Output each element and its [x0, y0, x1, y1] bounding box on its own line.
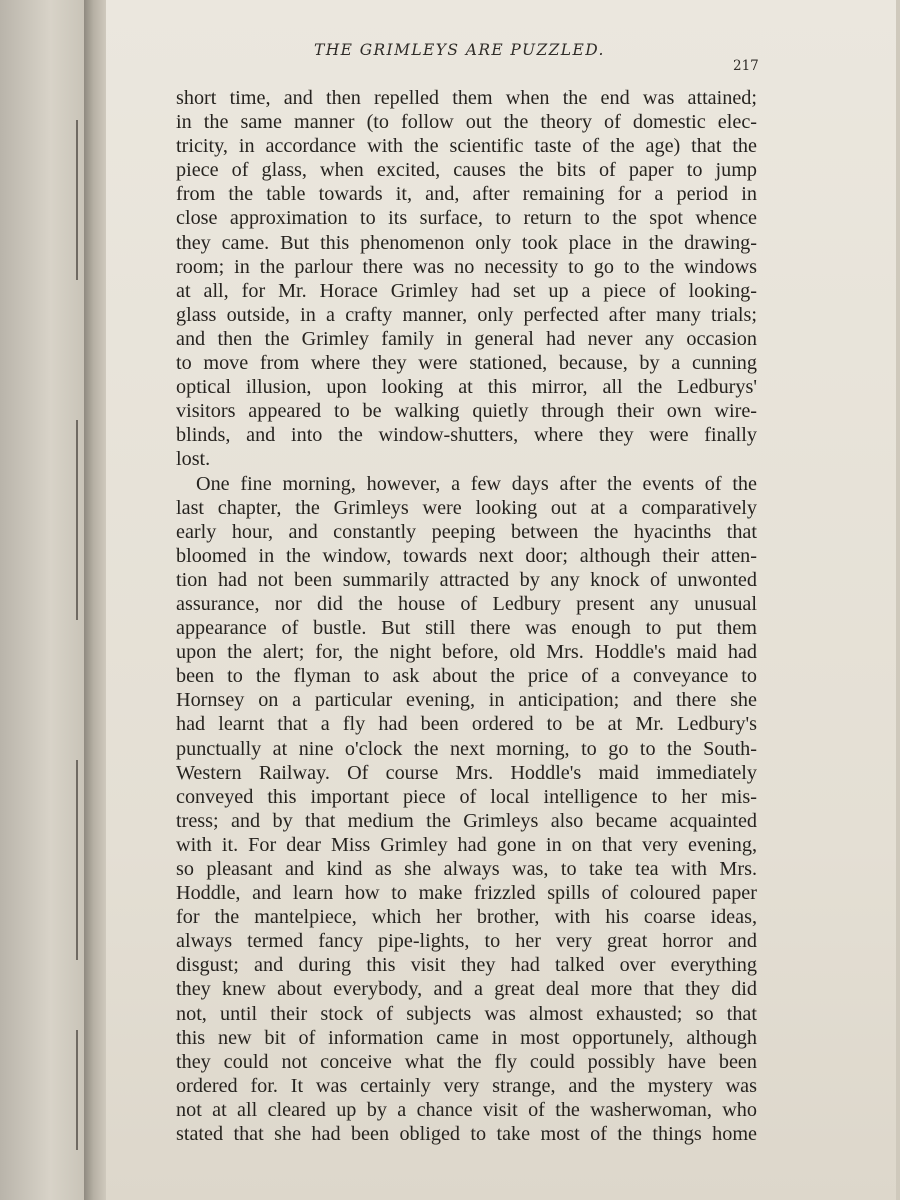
text-line: Hornsey on a particular evening, in anticipation; and there she	[176, 689, 757, 712]
text-line: short time, and then repelled them when the end was attained;	[176, 87, 757, 109]
book-gutter	[84, 0, 106, 1200]
text-line: they could not conceive what the fly could possibly have been	[176, 1050, 757, 1073]
text-line: to move from where they were stationed, because, by a cunning	[176, 352, 757, 375]
text-line: early hour, and constantly peeping between the hyacinths that	[176, 520, 757, 543]
text-line: at all, for Mr. Horace Grimley had set up a piece of looking-	[176, 279, 757, 302]
text-line: always termed fancy pipe-lights, to her very great horror and	[176, 930, 757, 953]
text-line: so pleasant and kind as she always was, to take tea with Mrs.	[176, 858, 757, 880]
text-line: assurance, nor did the house of Ledbury present any unusual	[176, 592, 757, 615]
text-line: tricity, in accordance with the scientific taste of the age) that the	[176, 135, 757, 158]
text-line: with it. For dear Miss Grimley had gone in on that very evening,	[176, 833, 757, 856]
paragraph-first-line: One fine morning, however, a few days after the events of the	[196, 472, 757, 495]
binding-stitch	[76, 760, 78, 960]
text-line: Hoddle, and learn how to make frizzled spills of coloured paper	[176, 882, 757, 905]
text-line: they came. But this phenomenon only took place in the drawing-	[176, 231, 757, 254]
facing-page-edge	[0, 0, 84, 1200]
text-line: from the table towards it, and, after remaining for a period in	[176, 183, 757, 206]
text-line: they knew about everybody, and a great deal more that they did	[176, 978, 757, 1001]
body-text	[176, 86, 757, 1146]
text-line: had learnt that a fly had been ordered to be at Mr. Ledbury's	[176, 713, 757, 736]
text-line: in the same manner (to follow out the theory of domestic elec-	[176, 111, 757, 134]
text-line: last chapter, the Grimleys were looking out at a comparatively	[176, 496, 757, 519]
text-line: close approximation to its surface, to return to the spot whence	[176, 207, 757, 230]
text-line: lost.	[176, 448, 211, 471]
text-line: and then the Grimley family in general had never any occasion	[176, 327, 757, 350]
text-line: upon the alert; for, the night before, old Mrs. Hoddle's maid had	[176, 641, 757, 664]
text-line: this new bit of information came in most opportunely, although	[176, 1026, 757, 1049]
text-line: visitors appeared to be walking quietly through their own wire-	[176, 400, 757, 423]
text-line: not, until their stock of subjects was almost exhausted; so that	[176, 1002, 757, 1025]
running-head: THE GRIMLEYS ARE PUZZLED.	[314, 41, 605, 59]
text-line: tress; and by that medium the Grimleys also became acquainted	[176, 809, 757, 832]
text-line: ordered for. It was certainly very strange, and the mystery was	[176, 1074, 757, 1097]
text-line: appearance of bustle. But still there was enough to put them	[176, 617, 757, 640]
page-edge	[896, 0, 900, 1200]
binding-stitch	[76, 420, 78, 620]
text-line: piece of glass, when excited, causes the bits of paper to jump	[176, 159, 757, 182]
text-line: room; in the parlour there was no necessity to go to the windows	[176, 255, 757, 278]
page-number: 217	[733, 58, 759, 74]
text-line: conveyed this important piece of local intelligence to her mis-	[176, 785, 757, 808]
text-line: disgust; and during this visit they had talked over everything	[176, 954, 757, 977]
text-line: bloomed in the window, towards next door; although their atten-	[176, 544, 757, 567]
text-line: blinds, and into the window-shutters, where they were finally	[176, 424, 757, 447]
text-line: glass outside, in a crafty manner, only perfected after many trials;	[176, 303, 757, 326]
text-line: tion had not been summarily attracted by any knock of unwonted	[176, 568, 757, 591]
text-line: Western Railway. Of course Mrs. Hoddle's maid immediately	[176, 761, 757, 784]
text-line: for the mantelpiece, which her brother, with his coarse ideas,	[176, 906, 757, 929]
text-line: optical illusion, upon looking at this mirror, all the Ledburys'	[176, 376, 757, 399]
text-line: not at all cleared up by a chance visit of the washerwoman, who	[176, 1098, 757, 1121]
text-line: stated that she had been obliged to take most of the things home	[176, 1123, 757, 1146]
text-line: punctually at nine o'clock the next morning, to go to the South-	[176, 737, 757, 760]
text-line: been to the flyman to ask about the price of a conveyance to	[176, 665, 757, 688]
binding-stitch	[76, 120, 78, 280]
binding-stitch	[76, 1030, 78, 1150]
